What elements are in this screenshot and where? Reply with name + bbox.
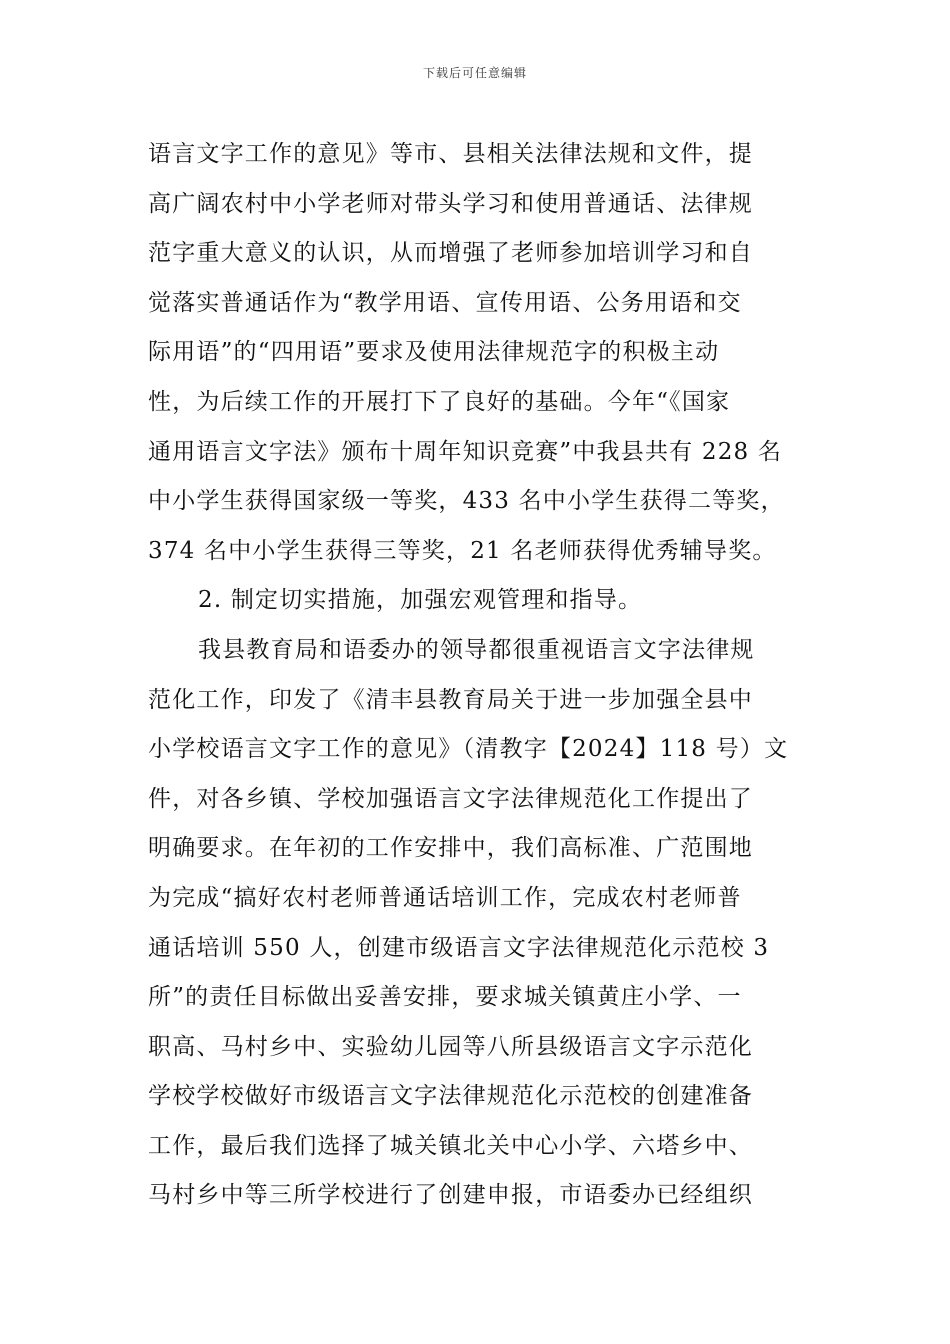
text-line: 范字重大意义的认识，从而增强了老师参加培训学习和自 xyxy=(148,240,753,267)
text-line: 小学校语言文字工作的意见》（清教字【2024】118 号）文 xyxy=(148,736,789,763)
text-line: 明确要求。在年初的工作安排中，我们高标准、广范围地 xyxy=(148,835,753,862)
text-line: 通话培训 550 人，创建市级语言文字法律规范化示范校 3 xyxy=(148,934,770,961)
text-line: 语言文字工作的意见》等市、县相关法律法规和文件，提 xyxy=(148,141,753,167)
text-line: 高广阔农村中小学老师对带头学习和使用普通话、法律规 xyxy=(148,190,753,217)
text-line: 我县教育局和语委办的领导都很重视语言文字法律规 xyxy=(198,636,755,663)
text-line: 通用语言文字法》颁布十周年知识竞赛”中我县共有 228 名 xyxy=(148,438,783,465)
text-line: 学校学校做好市级语言文字法律规范化示范校的创建准备 xyxy=(148,1083,753,1110)
section-heading-2: 2. 制定切实措施，加强宏观管理和指导。 xyxy=(198,587,643,614)
text-line: 为完成“搞好农村老师普通话培训工作，完成农村老师普 xyxy=(148,884,742,911)
text-line: 觉落实普通话作为“教学用语、宣传用语、公务用语和交 xyxy=(148,289,742,316)
page-header: 下载后可任意编辑 xyxy=(422,66,527,80)
document-body xyxy=(148,130,828,1221)
text-line: 件，对各乡镇、学校加强语言文字法律规范化工作提出了 xyxy=(148,785,753,812)
text-line: 所”的责任目标做出妥善安排，要求城关镇黄庄小学、一 xyxy=(148,984,742,1011)
text-line: 马村乡中等三所学校进行了创建申报，市语委办已经组织 xyxy=(148,1182,753,1209)
paragraph-1 xyxy=(148,130,828,576)
text-line: 工作，最后我们选择了城关镇北关中心小学、六塔乡中、 xyxy=(148,1132,753,1159)
text-line: 中小学生获得国家级一等奖，433 名中小学生获得二等奖， xyxy=(148,488,785,515)
paragraph-2 xyxy=(148,626,828,1221)
text-line: 374 名中小学生获得三等奖，21 名老师获得优秀辅导奖。 xyxy=(148,537,777,564)
text-line: 职高、马村乡中、实验幼儿园等八所县级语言文字示范化 xyxy=(148,1033,753,1060)
text-line: 范化工作，印发了《清丰县教育局关于进一步加强全县中 xyxy=(148,686,753,713)
text-line: 性，为后续工作的开展打下了良好的基础。今年“《国家 xyxy=(148,388,731,415)
text-line: 际用语”的“四用语”要求及使用法律规范字的积极主动 xyxy=(148,339,720,366)
